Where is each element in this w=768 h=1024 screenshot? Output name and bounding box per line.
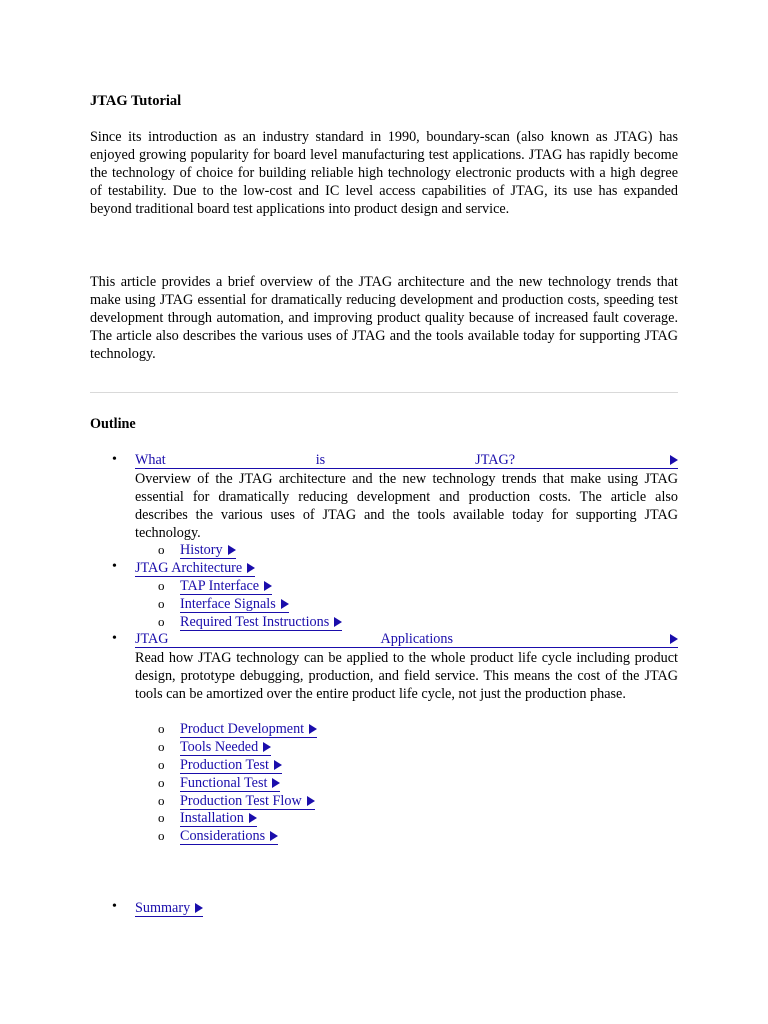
play-arrow-icon [228, 545, 236, 555]
sub-bullet: o [158, 739, 165, 754]
link-production-test[interactable]: Production Test [180, 757, 282, 774]
link-required-test-instructions[interactable]: Required Test Instructions [180, 614, 342, 631]
link-history[interactable]: History [180, 542, 236, 559]
outline-heading: Outline [90, 416, 136, 432]
link-summary[interactable]: Summary [135, 900, 203, 917]
play-arrow-icon [249, 813, 257, 823]
link-word: Applications [380, 631, 454, 647]
link-word: What [135, 452, 166, 468]
play-arrow-icon [195, 903, 203, 913]
page-title: JTAG Tutorial [90, 93, 182, 109]
link-considerations[interactable]: Considerations [180, 828, 278, 845]
intro-paragraph-1: Since its introduction as an industry standard in 1990, boundary-scan (also known as JTAG) has enjoyed growing popularity for board level manufacturing test applications. JTAG has rapidly become the technology of choice for building reliable high technology electronic products with a high degree of testability. Due to the low-cost and IC level access capabilities of JTAG, its use has expanded beyond traditional board test applications into product design and service. [90, 129, 678, 217]
sub-bullet: o [158, 596, 165, 611]
play-arrow-icon [264, 581, 272, 591]
jtag-applications-link[interactable] [135, 631, 678, 648]
play-arrow-icon [247, 563, 255, 573]
link-tap-interface[interactable]: TAP Interface [180, 578, 272, 595]
link-interface-signals[interactable]: Interface Signals [180, 596, 289, 613]
link-word: JTAG [135, 631, 169, 647]
sub-bullet: o [158, 757, 165, 772]
play-arrow-icon [281, 599, 289, 609]
bullet: • [112, 559, 117, 574]
link-tools-needed[interactable]: Tools Needed [180, 739, 271, 756]
sub-bullet: o [158, 828, 165, 843]
jtag-applications-description: Read how JTAG technology can be applied to the whole product life cycle including product design, prototype debugging, production, and field service. This means the cost of the JTAG tools can be amortized over the entire product life cycle, not just the production phase. [135, 650, 678, 702]
divider [90, 392, 678, 393]
sub-bullet: o [158, 721, 165, 736]
play-arrow-icon [307, 796, 315, 806]
bullet: • [112, 899, 117, 914]
link-product-development[interactable]: Product Development [180, 721, 317, 738]
play-arrow-icon [670, 455, 678, 465]
what-is-jtag-link[interactable] [135, 452, 678, 469]
sub-bullet: o [158, 614, 165, 629]
play-arrow-icon [274, 760, 282, 770]
sub-bullet: o [158, 775, 165, 790]
link-word: JTAG? [475, 452, 516, 468]
link-word: is [315, 452, 326, 468]
sub-bullet: o [158, 793, 165, 808]
play-arrow-icon [272, 778, 280, 788]
bullet: • [112, 452, 117, 467]
bullet: • [112, 631, 117, 646]
play-arrow-icon [334, 617, 342, 627]
play-arrow-icon [270, 831, 278, 841]
link-installation[interactable]: Installation [180, 810, 257, 827]
sub-bullet: o [158, 578, 165, 593]
link-production-test-flow[interactable]: Production Test Flow [180, 793, 315, 810]
link-functional-test[interactable]: Functional Test [180, 775, 280, 792]
play-arrow-icon [670, 634, 678, 644]
what-is-jtag-description: Overview of the JTAG architecture and the new technology trends that make using JTAG essential for dramatically reducing development and production costs. The article also describes the various uses of JTAG and the tools available today for supporting JTAG technology. [135, 471, 678, 541]
sub-bullet: o [158, 542, 165, 557]
play-arrow-icon [309, 724, 317, 734]
intro-paragraph-2: This article provides a brief overview of the JTAG architecture and the new technology trends that make using JTAG essential for dramatically reducing development and production costs, speeding test development through automation, and improving product quality because of increased fault coverage. The article also describes the various uses of JTAG and the tools available today for supporting JTAG technology. [90, 274, 678, 362]
play-arrow-icon [263, 742, 271, 752]
link-jtag-architecture[interactable]: JTAG Architecture [135, 560, 255, 577]
sub-bullet: o [158, 810, 165, 825]
